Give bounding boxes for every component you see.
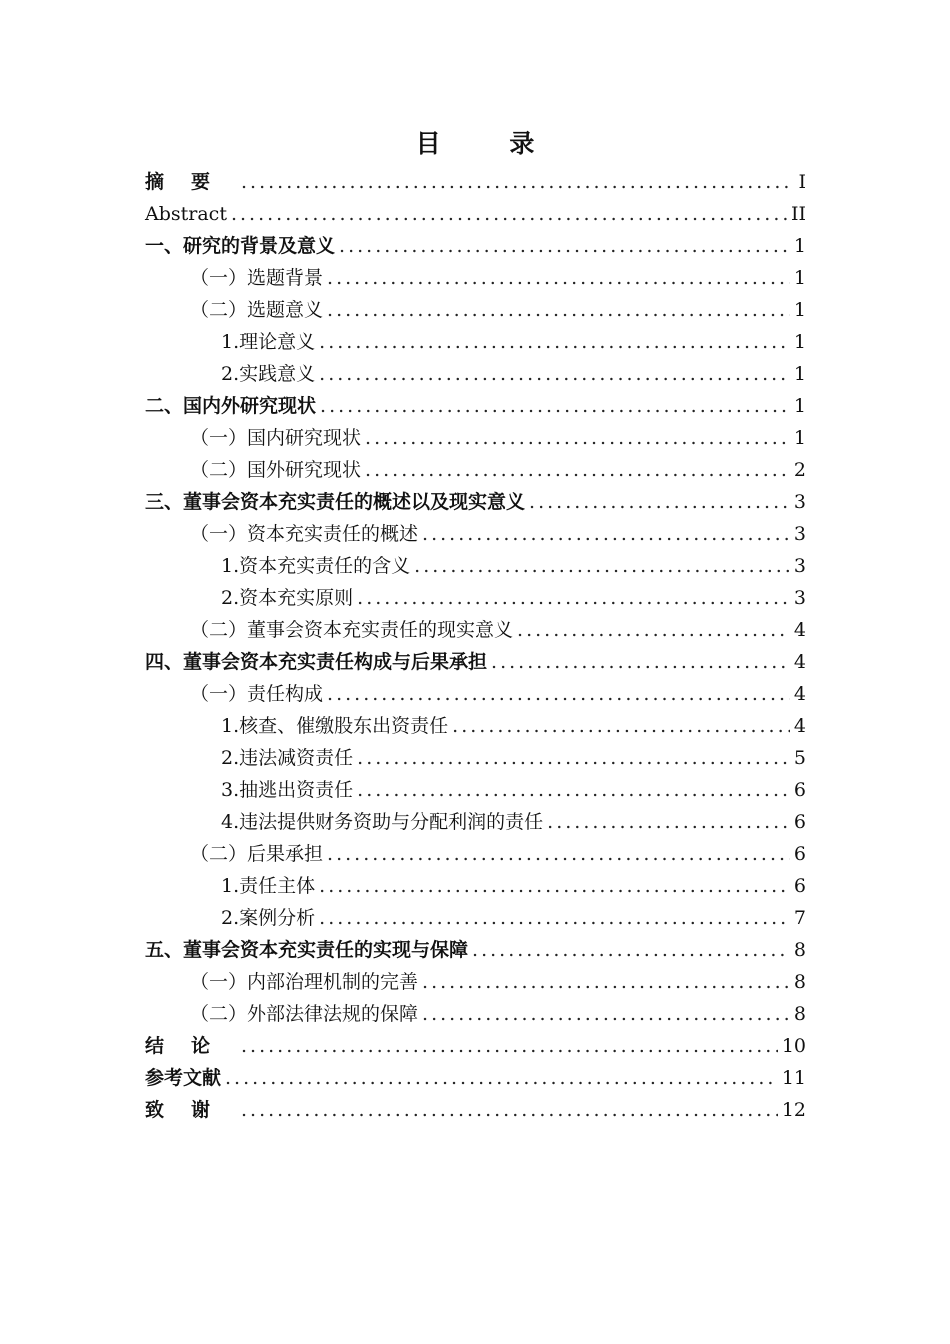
toc-entry[interactable] xyxy=(145,390,806,422)
toc-entry[interactable] xyxy=(145,838,806,870)
toc-entry-label: 摘要 xyxy=(145,171,238,193)
toc-entry-number: 1. xyxy=(221,875,240,897)
toc-dot-leader xyxy=(365,454,790,486)
toc-entry-label: 国外研究现状 xyxy=(247,459,362,481)
toc-entry-number: （二） xyxy=(190,619,248,641)
toc-dot-leader xyxy=(241,1094,778,1126)
toc-entry-label: 责任构成 xyxy=(247,683,324,705)
toc-entry[interactable] xyxy=(145,902,806,934)
toc-entry-page-number: 8 xyxy=(793,1003,806,1025)
toc-entry-page-number: 2 xyxy=(793,459,806,481)
toc-dot-leader xyxy=(225,1062,778,1094)
toc-dot-leader xyxy=(491,646,790,678)
toc-entry[interactable] xyxy=(145,550,806,582)
toc-entry[interactable] xyxy=(145,806,806,838)
toc-dot-leader xyxy=(357,582,790,614)
toc-entry-label: 内部治理机制的完善 xyxy=(247,971,419,993)
toc-entry-number: （二） xyxy=(190,843,248,865)
toc-entry[interactable] xyxy=(145,166,806,198)
toc-entry-label: 外部法律法规的保障 xyxy=(247,1003,419,1025)
toc-entry[interactable] xyxy=(145,998,806,1030)
toc-entry-page-number: 3 xyxy=(793,523,806,545)
toc-dot-leader xyxy=(357,774,790,806)
toc-entry[interactable] xyxy=(145,1062,806,1094)
toc-entry-page-number: 3 xyxy=(793,555,806,577)
toc-entry-number: （一） xyxy=(190,971,248,993)
toc-entry[interactable] xyxy=(145,966,806,998)
toc-entry-label: 董事会资本充实责任的概述以及现实意义 xyxy=(183,491,526,513)
toc-dot-leader xyxy=(414,550,790,582)
toc-entry-label: 案例分析 xyxy=(239,907,316,929)
toc-dot-leader xyxy=(357,742,790,774)
toc-entry[interactable] xyxy=(145,294,806,326)
toc-entry-number: （二） xyxy=(190,1003,248,1025)
toc-dot-leader xyxy=(365,422,790,454)
toc-dot-leader xyxy=(241,166,790,198)
toc-entry[interactable] xyxy=(145,710,806,742)
toc-entry-label: 董事会资本充实责任的现实意义 xyxy=(247,619,514,641)
toc-entry-page-number: I xyxy=(798,171,806,193)
toc-entry-label: 资本充实责任的概述 xyxy=(247,523,419,545)
toc-entry-page-number: 11 xyxy=(781,1067,806,1089)
toc-entry-page-number: 1 xyxy=(793,299,806,321)
toc-entry-number: 五、 xyxy=(145,939,184,961)
toc-dot-leader xyxy=(231,198,787,230)
toc-entry-number: （一） xyxy=(190,267,248,289)
toc-entry-page-number: 5 xyxy=(793,747,806,769)
toc-entry-label: 实践意义 xyxy=(239,363,316,385)
toc-entry-page-number: 6 xyxy=(793,875,806,897)
toc-dot-leader xyxy=(339,230,790,262)
table-of-contents xyxy=(145,166,806,1126)
toc-entry-page-number: 4 xyxy=(793,715,806,737)
toc-entry[interactable] xyxy=(145,870,806,902)
toc-entry[interactable] xyxy=(145,422,806,454)
toc-dot-leader xyxy=(422,966,790,998)
toc-entry-label: 董事会资本充实责任构成与后果承担 xyxy=(183,651,488,673)
toc-entry[interactable] xyxy=(145,262,806,294)
toc-title: 目 录 xyxy=(415,129,565,158)
toc-entry-label: 资本充实责任的含义 xyxy=(239,555,411,577)
toc-entry-number: 1. xyxy=(221,555,240,577)
toc-entry-page-number: 1 xyxy=(793,363,806,385)
toc-entry-label: 参考文献 xyxy=(145,1067,222,1089)
toc-dot-leader xyxy=(422,518,790,550)
toc-entry-label: 结论 xyxy=(145,1035,238,1057)
toc-entry-number: 1. xyxy=(221,331,240,353)
toc-dot-leader xyxy=(319,870,790,902)
toc-entry[interactable] xyxy=(145,614,806,646)
toc-entry-page-number: 4 xyxy=(793,651,806,673)
toc-entry-number: （二） xyxy=(190,459,248,481)
toc-entry-label: 理论意义 xyxy=(239,331,316,353)
toc-entry-label: 研究的背景及意义 xyxy=(183,235,336,257)
toc-dot-leader xyxy=(319,358,790,390)
toc-dot-leader xyxy=(327,262,790,294)
toc-entry-number: 2. xyxy=(221,363,240,385)
toc-entry-page-number: 4 xyxy=(793,683,806,705)
toc-dot-leader xyxy=(319,326,790,358)
toc-entry-page-number: 4 xyxy=(793,619,806,641)
toc-entry-page-number: 12 xyxy=(781,1099,806,1121)
toc-entry-number: 3. xyxy=(221,779,240,801)
toc-dot-leader xyxy=(241,1030,778,1062)
toc-dot-leader xyxy=(327,838,790,870)
toc-entry-page-number: 1 xyxy=(793,427,806,449)
toc-entry-number: （二） xyxy=(190,299,248,321)
toc-entry-label: 后果承担 xyxy=(247,843,324,865)
toc-entry-label: 选题背景 xyxy=(247,267,324,289)
toc-entry-label: 核查、催缴股东出资责任 xyxy=(239,715,449,737)
toc-entry-page-number: 1 xyxy=(793,331,806,353)
toc-dot-leader xyxy=(327,294,790,326)
toc-dot-leader xyxy=(422,998,790,1030)
toc-entry-page-number: 3 xyxy=(793,587,806,609)
toc-entry-page-number: 8 xyxy=(793,971,806,993)
toc-entry-page-number: 8 xyxy=(793,939,806,961)
toc-entry-page-number: 7 xyxy=(793,907,806,929)
toc-entry-label: 国内外研究现状 xyxy=(183,395,317,417)
toc-entry[interactable] xyxy=(145,1094,806,1126)
toc-entry-label: Abstract xyxy=(145,203,227,225)
toc-dot-leader xyxy=(529,486,790,518)
toc-entry-number: 二、 xyxy=(145,395,184,417)
toc-entry-label: 抽逃出资责任 xyxy=(239,779,354,801)
toc-entry-number: 2. xyxy=(221,907,240,929)
toc-entry-page-number: 6 xyxy=(793,779,806,801)
toc-entry-label: 国内研究现状 xyxy=(247,427,362,449)
toc-entry-number: 四、 xyxy=(145,651,184,673)
toc-entry-number: （一） xyxy=(190,427,248,449)
toc-entry-page-number: II xyxy=(790,203,806,225)
toc-entry-number: 2. xyxy=(221,747,240,769)
toc-entry-label: 致谢 xyxy=(145,1099,238,1121)
toc-entry[interactable] xyxy=(145,358,806,390)
toc-entry-label: 选题意义 xyxy=(247,299,324,321)
toc-entry-label: 责任主体 xyxy=(239,875,316,897)
toc-entry[interactable] xyxy=(145,1030,806,1062)
toc-dot-leader xyxy=(320,390,790,422)
toc-entry-label: 违法减资责任 xyxy=(239,747,354,769)
toc-entry-number: 一、 xyxy=(145,235,184,257)
toc-entry-page-number: 3 xyxy=(793,491,806,513)
toc-entry-page-number: 1 xyxy=(793,395,806,417)
toc-entry-page-number: 6 xyxy=(793,811,806,833)
toc-entry-number: （一） xyxy=(190,683,248,705)
toc-entry[interactable] xyxy=(145,742,806,774)
toc-dot-leader xyxy=(327,678,790,710)
toc-dot-leader xyxy=(452,710,790,742)
toc-entry-page-number: 1 xyxy=(793,235,806,257)
toc-entry-number: 三、 xyxy=(145,491,184,513)
toc-entry[interactable] xyxy=(145,454,806,486)
toc-entry-number: （一） xyxy=(190,523,248,545)
toc-entry[interactable] xyxy=(145,678,806,710)
toc-entry[interactable] xyxy=(145,326,806,358)
toc-entry[interactable] xyxy=(145,198,806,230)
toc-entry[interactable] xyxy=(145,486,806,518)
toc-entry-number: 2. xyxy=(221,587,240,609)
toc-entry[interactable] xyxy=(145,582,806,614)
toc-entry-page-number: 6 xyxy=(793,843,806,865)
toc-entry[interactable] xyxy=(145,934,806,966)
toc-entry[interactable] xyxy=(145,230,806,262)
toc-entry[interactable] xyxy=(145,646,806,678)
toc-entry[interactable] xyxy=(145,518,806,550)
toc-entry-number: 4. xyxy=(221,811,240,833)
toc-entry-page-number: 1 xyxy=(793,267,806,289)
toc-entry[interactable] xyxy=(145,774,806,806)
toc-dot-leader xyxy=(547,806,790,838)
toc-dot-leader xyxy=(319,902,790,934)
toc-entry-label: 资本充实原则 xyxy=(239,587,354,609)
toc-dot-leader xyxy=(517,614,790,646)
toc-entry-page-number: 10 xyxy=(781,1035,806,1057)
toc-entry-number: 1. xyxy=(221,715,240,737)
toc-entry-label: 违法提供财务资助与分配利润的责任 xyxy=(239,811,544,833)
toc-dot-leader xyxy=(472,934,790,966)
toc-entry-label: 董事会资本充实责任的实现与保障 xyxy=(183,939,469,961)
